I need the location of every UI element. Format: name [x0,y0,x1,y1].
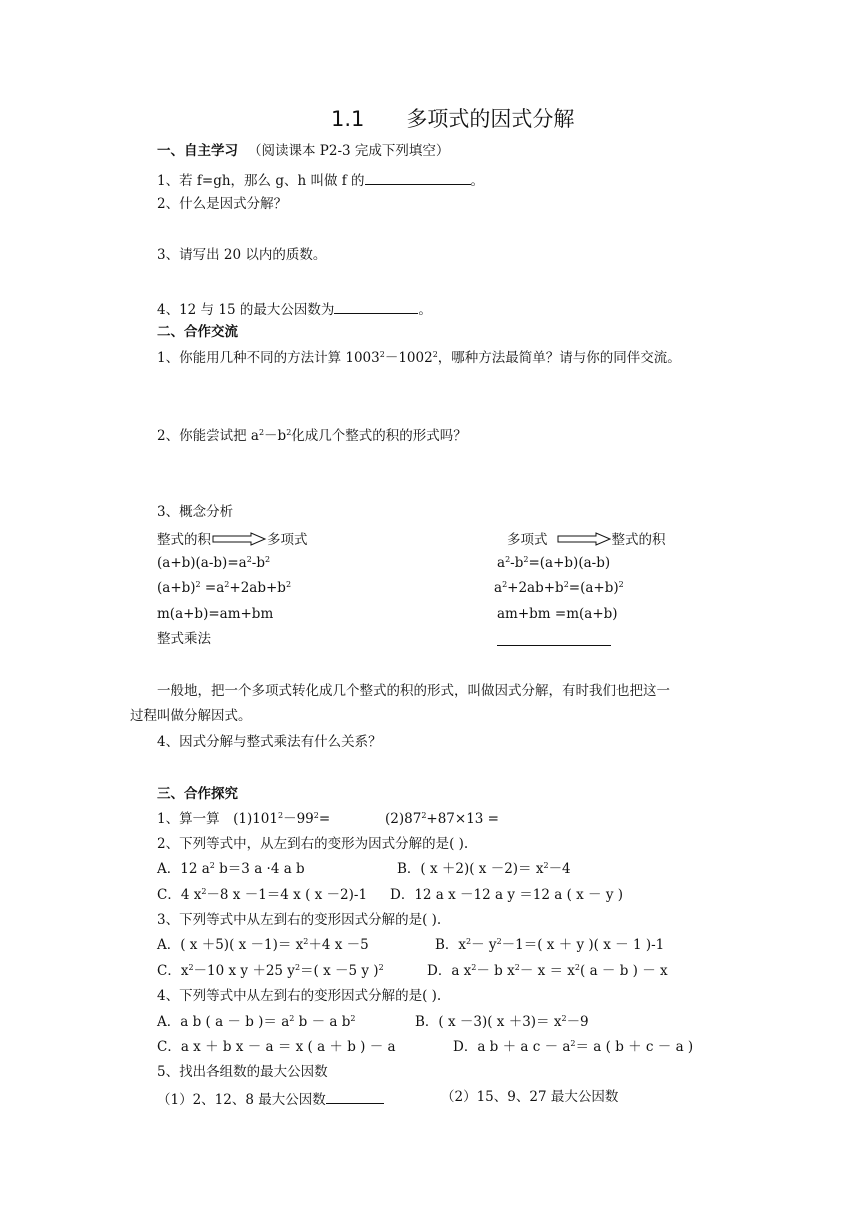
text: a [497,555,506,571]
right-eq-3: am+bm =m(a+b) [497,606,618,622]
q4-option-a[interactable] [157,1016,355,1030]
answer-blank[interactable] [326,1091,384,1104]
q4-option-b[interactable] [415,1016,589,1030]
text: A．( x ＋5)( x －1)＝ x [157,937,304,953]
text: B．x [435,937,467,953]
text: 1、你能用几种不同的方法计算 1003 [157,350,380,366]
q2-option-b[interactable] [397,863,571,877]
text: B．( x －3)( x ＋3)＝ x [415,1014,562,1030]
superscript: 2 [466,937,472,946]
superscript: 2 [258,428,265,437]
text: =(a+b)(a-b) [528,555,611,571]
superscript: 2 [265,555,271,564]
text: ＋4 x －5 [308,937,369,953]
text: +87×13 = [426,811,499,827]
left-eq-1 [157,557,270,571]
superscript: 2 [563,580,569,589]
right-arrow-icon [211,532,267,546]
section-1 [157,145,449,159]
text: （1）2、12、8 最大公因数 [157,1092,326,1108]
superscript: 2 [502,580,508,589]
superscript: 2 [286,428,292,437]
superscript: 2 [294,963,301,972]
s3-q5-part-1 [157,1091,384,1108]
text: = [318,811,331,827]
q4-option-c[interactable]: C．a x ＋ b x － a ＝ x ( a ＋ b ) － a [157,1039,396,1055]
text: =a [200,580,225,596]
q3-option-c[interactable] [157,965,384,979]
text: C．4 x [157,887,202,903]
text: ，哪种方法最简单？请与你的同伴交流。 [437,350,681,366]
superscript: 2 [570,1039,576,1048]
text: (a+b) [157,580,196,596]
definition-line-1: 一般地，把一个多项式转化成几个整式的积的形式，叫做因式分解，有时我们也把这一 [157,683,670,699]
text: D．a x [427,963,472,979]
right-arrow-icon [556,532,612,546]
text: b＝3 a ·4 a b [214,861,305,877]
text: －9 [566,1014,589,1030]
text: +2ab+b [507,580,564,596]
text: -b [510,555,524,571]
s3-question-2: 2、下列等式中，从左到右的变形为因式分解的是( ). [157,836,469,852]
text: －1002 [384,350,433,366]
text: 多项式 [507,532,548,548]
right-eq-2 [494,582,624,596]
text: －8 x －1＝4 x ( x －2)-1 [206,887,368,903]
text: (a+b)(a-b)=a [157,555,247,571]
s3-q5-part-2: （2）15、9、27 最大公因数 [441,1089,619,1105]
text: －10 x y ＋25 y [193,963,295,979]
superscript: 2 [421,811,427,820]
text: 整式的积 [157,532,211,548]
q2-option-d[interactable]: D．12 a x －12 a y ＝12 a ( x － y ) [390,887,624,903]
superscript: 2 [313,811,319,820]
text: +2ab+b [229,580,286,596]
s2-question-3: 3、概念分析 [157,504,234,520]
section-3-heading: 三、合作探究 [157,786,238,802]
s1-question-1 [157,172,484,189]
superscript: 2 [543,861,549,870]
text: 1、算一算 (1)101 [157,811,278,827]
q3-option-b[interactable] [435,939,664,953]
text: -b [251,555,265,571]
text: B．( x ＋2)( x －2)＝ x [397,861,544,877]
s1-q4-text: 4、12 与 15 的最大公因数为 [157,302,335,318]
superscript: 2 [201,887,207,896]
text: b － a b [294,1014,351,1030]
text: － x ＝ x [519,963,575,979]
q2-option-a[interactable] [157,863,305,877]
q4-option-d[interactable] [453,1041,693,1055]
s1-question-3: 3、请写出 20 以内的质数。 [157,247,327,263]
section-1-heading: 一、自主学习 [157,143,238,159]
text: ＝( x －5 y ) [300,963,379,979]
superscript: 2 [246,555,252,564]
section-2-heading: 二、合作交流 [157,324,238,340]
superscript: 2 [379,350,385,359]
s3-question-1-part-2 [385,813,499,827]
superscript: 2 [618,580,624,589]
text: =(a+b) [568,580,619,596]
section-1-note: （阅读课本 P2-3 完成下列填空） [248,143,450,159]
text: － y [471,937,497,953]
superscript: 2 [285,580,292,589]
text: C．x [157,963,189,979]
text: －1＝( x ＋ y )( x － 1 )-1 [501,937,665,953]
s1-question-4 [157,301,432,318]
text: ( a － b ) － x [580,963,668,979]
s3-question-3: 3、下列等式中从左到右的变形因式分解的是( ). [157,912,442,928]
s2-question-4: 4、因式分解与整式乘法有什么关系？ [157,734,382,750]
s3-question-1 [157,813,330,827]
text: －b [264,428,287,444]
left-header [157,532,308,548]
superscript: 2 [574,963,581,972]
definition-line-2: 过程叫做分解因式。 [130,708,252,724]
q2-option-c[interactable] [157,889,367,903]
left-label: 整式乘法 [157,631,211,647]
text: A．a b ( a － b )＝ a [157,1014,290,1030]
superscript: 2 [496,937,502,946]
s3-question-5: 5、找出各组数的最大公因数 [157,1064,328,1080]
s3-question-4: 4、下列等式中从左到右的变形因式分解的是( ). [157,988,442,1004]
superscript: 2 [188,963,194,972]
right-eq-1 [497,557,610,571]
text: a [494,580,503,596]
text: A．12 a [157,861,210,877]
superscript: 2 [303,937,309,946]
text: 化成几个整式的积的形式吗？ [291,428,467,444]
text: D．a b ＋ a c － a [453,1039,571,1055]
superscript: 2 [523,555,529,564]
left-eq-2 [157,582,291,596]
superscript: 2 [514,963,520,972]
text: 整式的积 [611,532,666,548]
text: 多项式 [267,532,308,548]
superscript: 2 [289,1014,295,1023]
text: 2、你能尝试把 a [157,428,259,444]
right-header [507,532,666,548]
s2-question-2 [157,430,467,444]
answer-blank[interactable] [497,633,611,646]
answer-blank[interactable] [334,301,418,314]
q3-option-d[interactable] [427,965,668,979]
s1-question-2: 2、什么是因式分解？ [157,196,288,212]
text: ＝ a ( b ＋ c － a ) [575,1039,694,1055]
superscript: 2 [432,350,438,359]
superscript: 2 [209,861,215,870]
answer-blank[interactable] [365,172,471,185]
s2-question-1 [157,352,681,366]
text: －4 [548,861,571,877]
superscript: 2 [505,555,511,564]
left-eq-3: m(a+b)=am+bm [157,606,274,622]
right-blank [497,633,611,650]
page-title: 1.1 多项式的因式分解 [331,107,575,131]
q3-option-a[interactable] [157,939,369,953]
superscript: 2 [195,580,201,589]
s1-q1-text: 1、若 f=gh，那么 g、h 叫做 f 的 [157,173,365,189]
text: － b x [476,963,515,979]
superscript: 2 [350,1014,356,1023]
text: －99 [283,811,314,827]
text: (2)87 [385,811,422,827]
superscript: 2 [224,580,230,589]
superscript: 2 [561,1014,567,1023]
s1-q1-end: 。 [470,173,485,189]
superscript: 2 [277,811,284,820]
superscript: 2 [471,963,477,972]
superscript: 2 [378,963,384,972]
s1-q4-end: 。 [418,302,432,318]
